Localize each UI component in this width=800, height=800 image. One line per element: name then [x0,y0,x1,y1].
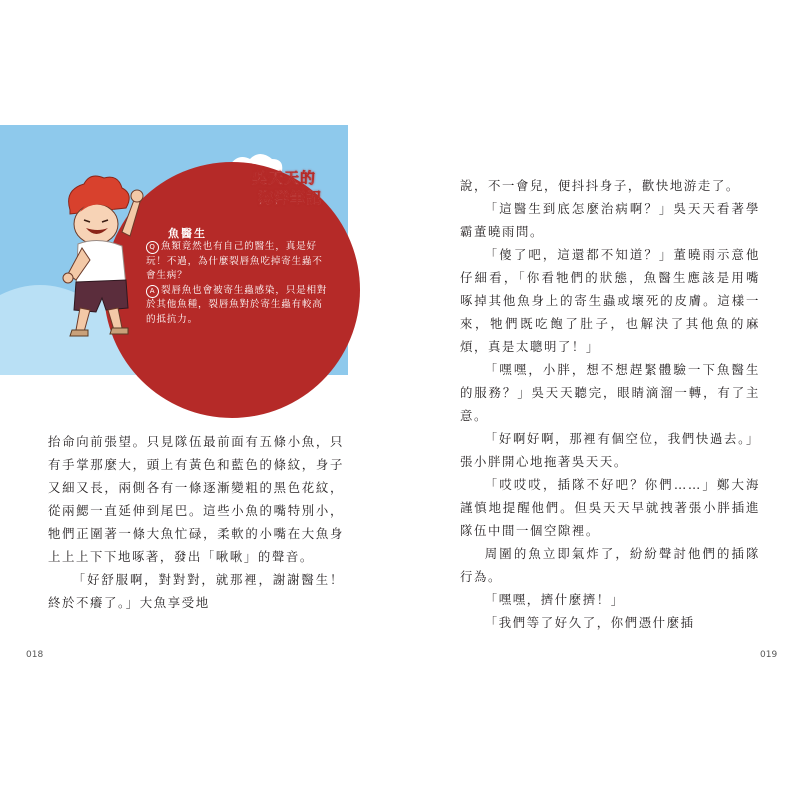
journal-title-line2: 海洋筆記 [258,189,323,207]
right-paragraph-1: 說，不一會兒，便抖抖身子，歡快地游走了。 [460,178,740,193]
question-text: 魚類竟然也有自己的醫生，真是好玩！不過，為什麼裂唇魚吃掉寄生蟲不會生病？ [146,241,323,281]
right-page-body [460,174,760,634]
right-paragraph-6: 「哎哎哎，插隊不好吧？你們……」鄭大海謹慎地提醒他們。但吳天天早就拽著張小胖插進隊伍中間一個空隙裡。 [460,477,760,538]
info-answer [146,284,328,328]
page-number-left: 018 [26,650,44,660]
page-number-right: 019 [760,650,778,660]
left-paragraph-1: 抬命向前張望。只見隊伍最前面有五條小魚，只有手掌那麼大，頭上有黃色和藍色的條紋，身子又細又長，兩側各有一條逐漸變粗的黑色花紋，從兩鰓一直延伸到尾巴。這些小魚的嘴特別小，牠們正圍著一條大魚忙碌，柔軟的小嘴在大魚身上上上下下地啄著，發出「啾啾」的聲音。 [48,434,344,564]
journal-title-line1: 吳天天的 [252,169,317,187]
right-paragraph-5: 「好啊好啊，那裡有個空位，我們快過去。」張小胖開心地拖著吳天天。 [460,431,760,469]
right-paragraph-2: 「這醫生到底怎麼治病啊？」吳天天看著學霸董曉雨問。 [460,201,760,239]
answer-text: 裂唇魚也會被寄生蟲感染，只是相對於其他魚種，裂唇魚對於寄生蟲有較高的抵抗力。 [146,284,328,325]
right-paragraph-9: 「我們等了好久了，你們憑什麼插 [484,615,695,630]
q-badge-icon: Q [146,241,159,254]
journal-title [252,168,362,208]
left-page-body [48,430,344,614]
right-paragraph-3: 「傻了吧，這還都不知道？」董曉雨示意他仔細看，「你看牠們的狀態，魚醫生應該是用嘴啄掉其他魚身上的寄生蟲或壞死的皮膚。這樣一來，牠們既吃飽了肚子，也解決了其他魚的麻煩，真是太聰明了！」 [460,247,760,354]
left-paragraph-2: 「好舒服啊，對對對，就那裡，謝謝醫生！終於不癢了。」大魚享受地 [48,572,344,610]
right-paragraph-4: 「嘿嘿，小胖，想不想趕緊體驗一下魚醫生的服務？」吳天天聽完，眼睛滴溜一轉，有了主意。 [460,362,760,423]
right-paragraph-8: 「嘿嘿，擠什麼擠！」 [484,592,625,607]
box-heading: 魚醫生 [168,227,207,240]
info-question [146,240,328,284]
info-box-text [146,240,328,327]
a-badge-icon: A [146,285,159,298]
cartoon-boy-illustration [52,170,152,350]
right-paragraph-7: 周圍的魚立即氣炸了，紛紛聲討他們的插隊行為。 [460,546,760,584]
